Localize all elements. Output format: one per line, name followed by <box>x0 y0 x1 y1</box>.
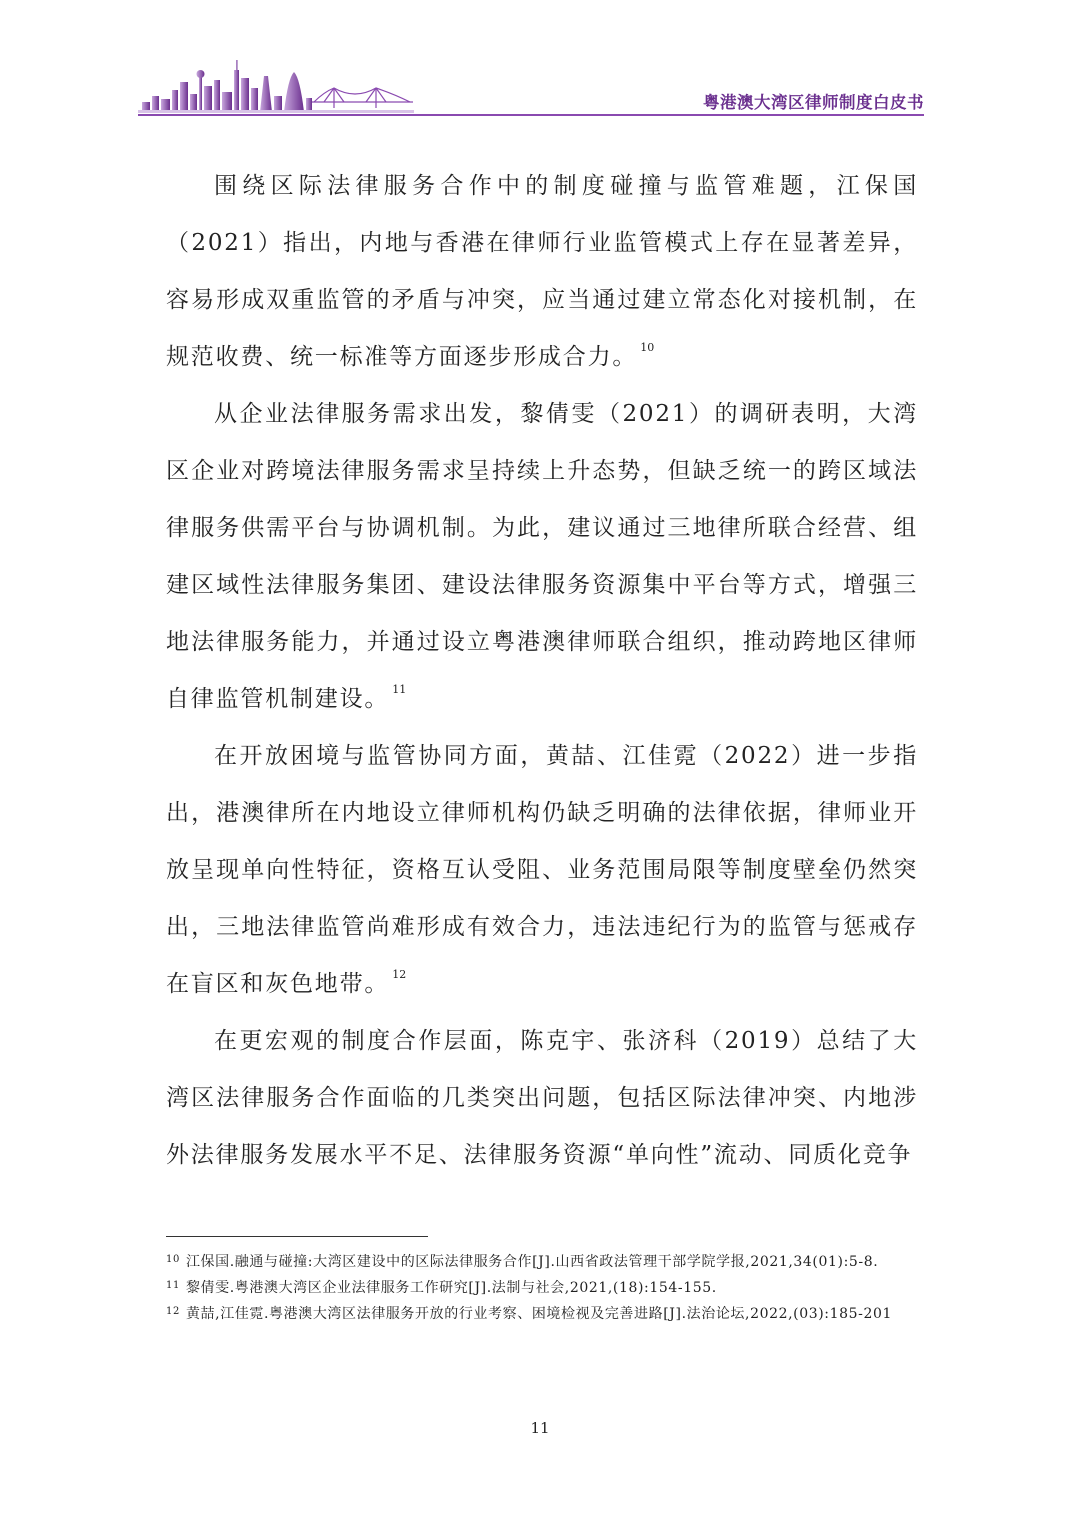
footnote-text: 江保国.融通与碰撞:大湾区建设中的区际法律服务合作[J].山西省政法管理干部学院学报,2021,34(01):5-8. <box>185 1254 879 1270</box>
footnote-text: 黎倩雯.粤港澳大湾区企业法律服务工作研究[J].法制与社会,2021,(18):154-155. <box>185 1280 717 1296</box>
page-header <box>138 52 924 118</box>
footnote <box>166 1302 918 1328</box>
footnote <box>166 1276 918 1302</box>
footnote-ref[interactable]: 12 <box>392 968 407 982</box>
paragraph <box>166 728 918 1013</box>
footnote-number: 10 <box>166 1254 180 1265</box>
footnote-number: 12 <box>166 1306 180 1317</box>
document-title: 粤港澳大湾区律师制度白皮书 <box>703 93 924 112</box>
footnote-number: 11 <box>166 1280 180 1291</box>
paragraph-text: 围绕区际法律服务合作中的制度碰撞与监管难题，江保国（2021）指出，内地与香港在律师行业监管模式上存在显著差异，容易形成双重监管的矛盾与冲突，应当通过建立常态化对接机制，在规范收费、统一标准等方面逐步形成合力。 <box>166 173 918 370</box>
paragraph <box>166 386 918 728</box>
footnotes <box>166 1250 918 1328</box>
page-number: 11 <box>530 1419 550 1437</box>
footnote-ref[interactable]: 10 <box>640 341 655 355</box>
paragraph-text: 在更宏观的制度合作层面，陈克宇、张济科（2019）总结了大湾区法律服务合作面临的几类突出问题，包括区际法律冲突、内地涉外法律服务发展水平不足、法律服务资源“单向性”流动、同质化竞争 <box>166 1028 918 1168</box>
skyline-bridge-icon <box>138 52 418 114</box>
paragraph-text: 从企业法律服务需求出发，黎倩雯（2021）的调研表明，大湾区企业对跨境法律服务需求呈持续上升态势，但缺乏统一的跨区域法律服务供需平台与协调机制。为此，建议通过三地律所联合经营、组建区域性法律服务集团、建设法律服务资源集中平台等方式，增强三地法律服务能力，并通过设立粤港澳律师联合组织，推动跨地区律师自律监管机制建设。 <box>166 401 918 712</box>
body-text <box>166 158 918 1184</box>
paragraph-text: 在开放困境与监管协同方面，黄喆、江佳霓（2022）进一步指出，港澳律所在内地设立律师机构仍缺乏明确的法律依据，律师业开放呈现单向性特征，资格互认受阻、业务范围局限等制度壁垒仍然突出，三地法律监管尚难形成有效合力，违法违纪行为的监管与惩戒存在盲区和灰色地带。 <box>166 743 918 997</box>
footnote <box>166 1250 918 1276</box>
footnote-divider <box>166 1236 428 1237</box>
footnote-text: 黄喆,江佳霓.粤港澳大湾区法律服务开放的行业考察、困境检视及完善进路[J].法治论坛,2022,(03):185-201 <box>185 1306 892 1322</box>
header-divider <box>138 114 924 116</box>
footnote-ref[interactable]: 11 <box>392 683 407 697</box>
paragraph <box>166 1013 918 1184</box>
paragraph <box>166 158 918 386</box>
